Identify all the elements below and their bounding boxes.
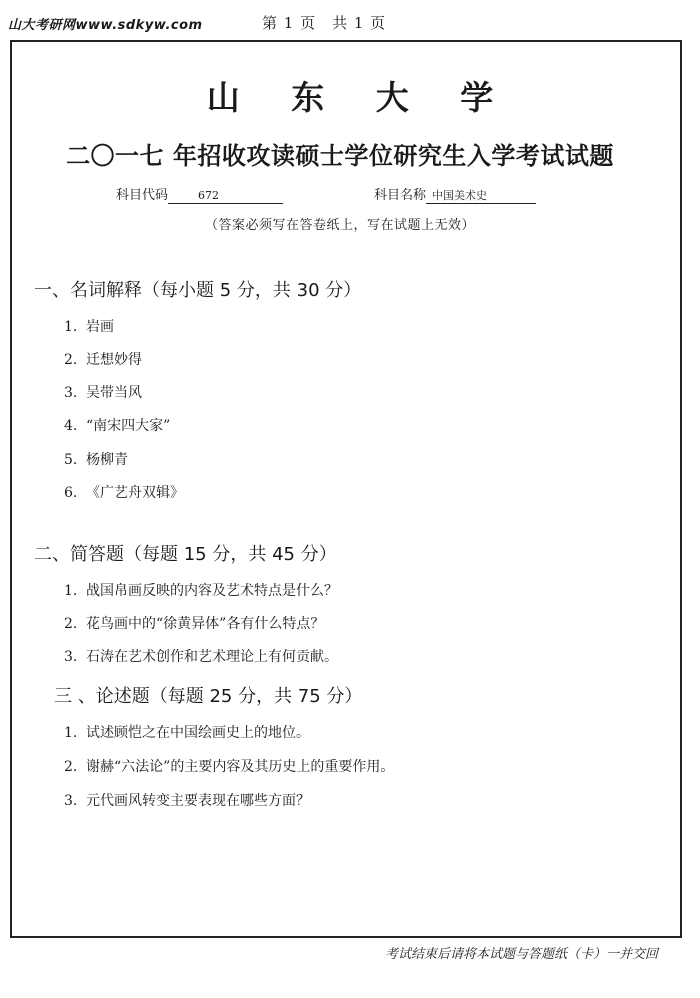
question-text: 迁想妙得 xyxy=(86,352,142,368)
question-number: 4. xyxy=(64,418,78,434)
question-item xyxy=(64,790,310,810)
section-heading: 二、简答题（每题 15 分，共 45 分） xyxy=(34,544,337,565)
subject-code xyxy=(116,184,283,204)
site-watermark: 山大考研网www.sdkyw.com xyxy=(8,18,203,33)
subject-code-label: 科目代码 xyxy=(116,188,169,203)
question-item xyxy=(64,756,394,776)
answer-notice: （答案必须写在答卷纸上，写在试题上无效） xyxy=(204,218,475,233)
question-item xyxy=(64,382,142,402)
subject-name-value: 中国美术史 xyxy=(426,189,536,204)
question-text: 《广艺舟双辑》 xyxy=(86,485,184,501)
question-number: 2. xyxy=(64,759,78,775)
question-item xyxy=(64,316,114,336)
question-text: 试述顾恺之在中国绘画史上的地位。 xyxy=(86,725,310,741)
question-text: 战国帛画反映的内容及艺术特点是什么？ xyxy=(86,583,338,599)
question-number: 1. xyxy=(64,725,78,741)
question-number: 1. xyxy=(64,583,78,599)
subject-name xyxy=(374,184,536,204)
question-text: 谢赫“六法论”的主要内容及其历史上的重要作用。 xyxy=(86,759,395,775)
page-header xyxy=(8,12,692,36)
subject-code-value: 672 xyxy=(168,189,283,204)
question-item xyxy=(64,349,142,369)
question-item xyxy=(64,482,184,502)
question-number: 6. xyxy=(64,485,78,501)
question-item xyxy=(64,415,170,435)
question-text: 杨柳青 xyxy=(86,452,128,468)
question-number: 3. xyxy=(64,385,78,401)
question-number: 3. xyxy=(64,649,78,665)
question-text: 石涛在艺术创作和艺术理论上有何贡献。 xyxy=(86,649,338,665)
question-number: 2. xyxy=(64,352,78,368)
footer-note: 考试结束后请将本试题与答题纸（卡）一并交回 xyxy=(384,947,658,962)
question-number: 2. xyxy=(64,616,78,632)
exam-title: 二〇一七 年招收攻读硕士学位研究生入学考试试题 xyxy=(66,141,614,170)
question-item xyxy=(64,449,128,469)
question-text: “南宋四大家” xyxy=(86,418,171,434)
question-item xyxy=(64,646,338,666)
question-item xyxy=(64,580,338,600)
question-text: 花鸟画中的“徐黄异体”各有什么特点？ xyxy=(86,616,325,632)
question-text: 元代画风转变主要表现在哪些方面？ xyxy=(86,793,310,809)
page-number: 第 1 页 共 1 页 xyxy=(262,14,387,32)
section-heading: 三 、论述题（每题 25 分，共 75 分） xyxy=(54,686,363,707)
question-text: 吴带当风 xyxy=(86,385,142,401)
question-text: 岩画 xyxy=(86,319,114,335)
university-name: 山 东 大 学 xyxy=(206,78,514,117)
question-number: 5. xyxy=(64,452,78,468)
section-heading: 一、名词解释（每小题 5 分，共 30 分） xyxy=(34,280,362,301)
question-item xyxy=(64,722,310,742)
question-number: 1. xyxy=(64,319,78,335)
subject-name-label: 科目名称 xyxy=(374,188,427,203)
question-number: 3. xyxy=(64,793,78,809)
question-item xyxy=(64,613,324,633)
